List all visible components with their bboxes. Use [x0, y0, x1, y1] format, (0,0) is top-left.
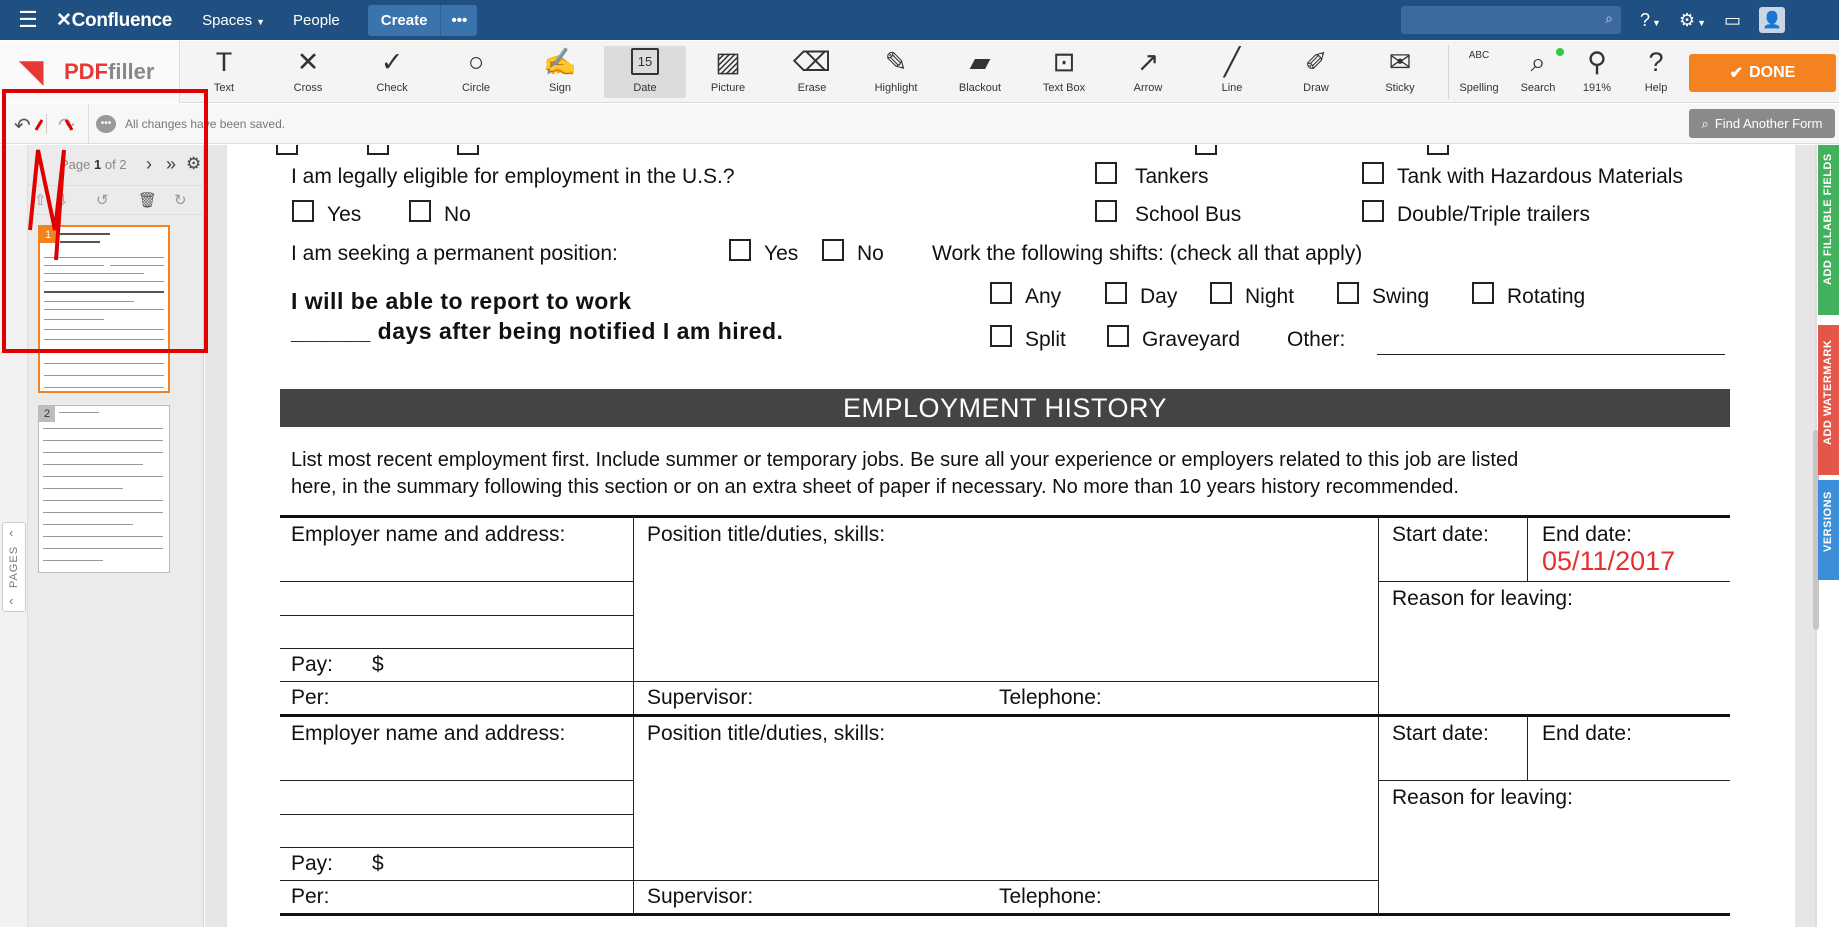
label-reason: Reason for leaving: — [1392, 786, 1573, 809]
arrow-icon: ↗ — [1136, 47, 1160, 77]
label-telephone: Telephone: — [999, 885, 1102, 908]
checkbox-permanent-yes[interactable] — [729, 239, 751, 261]
history-note: List most recent employment first. Include summer or temporary jobs. Be sure all your experience or employers related to this job are listed — [291, 449, 1519, 471]
table-divider — [1378, 716, 1379, 914]
label-supervisor: Supervisor: — [647, 885, 754, 908]
cross-icon: ✕ — [296, 47, 320, 77]
label-position: Position title/duties, skills: — [647, 523, 886, 546]
tool-zoom[interactable]: ⚲ 191% — [1562, 46, 1632, 98]
erase-icon: ⌫ — [792, 47, 832, 77]
trash-icon[interactable]: 🗑 — [138, 192, 158, 209]
page-thumbnail[interactable]: 2 — [38, 405, 170, 573]
table-border — [280, 714, 1730, 717]
employment-history-header: EMPLOYMENT HISTORY — [280, 389, 1730, 427]
nav-spaces[interactable]: Spaces ▼ — [202, 11, 266, 29]
document-viewport[interactable] — [205, 145, 1815, 927]
table-border — [280, 913, 1730, 916]
checkbox-rotating[interactable] — [1472, 282, 1494, 304]
checkbox-permanent-no[interactable] — [822, 239, 844, 261]
confluence-logo[interactable]: ✕Confluence — [56, 9, 173, 31]
tool-check[interactable]: ✓ Check — [357, 46, 427, 98]
label-per: Per: — [291, 885, 330, 908]
help-icon: ? — [1648, 47, 1664, 77]
checkbox-eligible-no[interactable] — [409, 200, 431, 222]
row-line — [280, 847, 633, 848]
add-fillable-fields-tab[interactable]: ADD FILLABLE FIELDS — [1818, 145, 1839, 315]
label-employer: Employer name and address: — [291, 722, 566, 745]
tool-blackout[interactable]: ▰ Blackout — [945, 46, 1015, 98]
row-line — [280, 780, 633, 781]
tool-sign[interactable]: ✍ Sign — [525, 46, 595, 98]
label-reason: Reason for leaving: — [1392, 587, 1573, 610]
checkbox-split[interactable] — [990, 325, 1012, 347]
pages-panel — [0, 145, 204, 927]
nav-people[interactable]: People — [293, 11, 340, 29]
checkbox-graveyard[interactable] — [1107, 325, 1129, 347]
search-icon: ⌕ — [1701, 115, 1709, 131]
table-divider — [633, 517, 634, 715]
draw-icon: ✐ — [1304, 47, 1328, 77]
label-swing: Swing — [1372, 285, 1430, 308]
tool-picture[interactable]: ▨ Picture — [693, 46, 763, 98]
tool-textbox[interactable]: ⊡ Text Box — [1029, 46, 1099, 98]
row-line — [280, 681, 1378, 682]
search-icon: ⌕ — [1530, 47, 1546, 77]
pages-tab[interactable]: ‹ PAGES ‹ — [2, 522, 26, 612]
line-icon: ╱ — [1223, 47, 1241, 77]
tool-highlight[interactable]: ✎ Highlight — [861, 46, 931, 98]
label-school-bus: School Bus — [1135, 203, 1242, 226]
end-date-value[interactable]: 05/11/2017 — [1542, 546, 1676, 576]
page-navigation — [0, 145, 204, 185]
label-end-date: End date: — [1542, 722, 1632, 745]
label-any: Any — [1025, 285, 1062, 308]
label-per: Per: — [291, 686, 330, 709]
row-line — [280, 648, 633, 649]
tool-date[interactable]: 15 Date — [604, 46, 686, 98]
label-telephone: Telephone: — [999, 686, 1102, 709]
text-icon: T — [215, 47, 233, 77]
add-watermark-tab[interactable]: ADD WATERMARK — [1818, 325, 1839, 475]
label-night: Night — [1245, 285, 1295, 308]
page-actions — [28, 185, 204, 215]
tool-search[interactable]: ⌕ Search — [1503, 46, 1573, 98]
checkbox-day[interactable] — [1105, 282, 1127, 304]
table-divider — [1527, 517, 1528, 581]
blackout-icon: ▰ — [969, 47, 991, 77]
table-divider — [1378, 517, 1379, 715]
row-line — [1378, 780, 1730, 781]
picture-icon: ▨ — [715, 47, 741, 77]
help-icon[interactable]: ? ▼ — [1640, 9, 1661, 30]
tool-spelling[interactable]: ABC Spelling — [1444, 46, 1514, 98]
tool-text[interactable]: T Text — [189, 46, 259, 98]
date-icon: 15 — [604, 46, 686, 78]
label-supervisor: Supervisor: — [647, 686, 754, 709]
label-rotating: Rotating — [1507, 285, 1586, 308]
find-another-form-button[interactable]: ⌕ Find Another Form — [1689, 109, 1835, 138]
table-divider — [1527, 716, 1528, 780]
checkbox[interactable] — [1195, 145, 1217, 155]
checkbox[interactable] — [276, 145, 298, 155]
label-pay: Pay: — [291, 852, 334, 875]
label-pay: Pay: — [291, 653, 334, 676]
label-no: No — [857, 242, 884, 265]
tool-line[interactable]: ╱ Line — [1197, 46, 1267, 98]
tool-cross[interactable]: ✕ Cross — [273, 46, 343, 98]
save-status: All changes have been saved. — [125, 117, 286, 131]
label-start-date: Start date: — [1392, 523, 1489, 546]
label-day: Day — [1140, 285, 1178, 308]
sign-icon: ✍ — [543, 47, 577, 77]
circle-icon: ○ — [467, 47, 485, 77]
move-down-icon[interactable]: ⇩ — [56, 192, 69, 209]
last-page-icon[interactable]: » — [166, 154, 177, 174]
divider — [88, 104, 89, 144]
shifts-question: Work the following shifts: (check all that apply) — [932, 242, 1363, 265]
check-icon: ✔ — [1729, 65, 1744, 82]
chevron-down-icon: ▼ — [256, 16, 266, 27]
label-start-date: Start date: — [1392, 722, 1489, 745]
next-page-icon[interactable]: › — [146, 154, 152, 174]
highlight-icon: ✎ — [884, 47, 908, 77]
page-indicator: Page 1 of 2 — [60, 157, 127, 172]
pdffiller-logo-icon: ◥ — [20, 55, 44, 88]
label-dollar: $ — [372, 852, 384, 875]
other-line — [1377, 354, 1725, 355]
tool-circle[interactable]: ○ Circle — [441, 46, 511, 98]
table-border — [280, 515, 1730, 518]
table-divider — [633, 716, 634, 914]
label-tankers: Tankers — [1135, 165, 1209, 188]
sub-toolbar — [0, 104, 1839, 144]
search-input[interactable] — [1401, 6, 1621, 34]
label-employer: Employer name and address: — [291, 523, 566, 546]
checkbox-night[interactable] — [1210, 282, 1232, 304]
tool-help[interactable]: ? Help — [1621, 46, 1691, 98]
row-line — [280, 615, 633, 616]
label-yes: Yes — [764, 242, 799, 265]
tool-sticky[interactable]: ✉ Sticky — [1365, 46, 1435, 98]
notifications-icon[interactable]: ▭ — [1724, 9, 1742, 30]
move-up-icon[interactable]: ⇧ — [34, 192, 47, 209]
gear-icon[interactable]: ⚙ — [186, 154, 202, 173]
checkbox-eligible-yes[interactable] — [292, 200, 314, 222]
label-no: No — [444, 203, 471, 226]
report-text: I will be able to report to work — [291, 288, 632, 314]
checkbox-tank-hazardous[interactable] — [1362, 162, 1384, 184]
report-text-2: ______ days after being notified I am hired. — [291, 318, 784, 344]
zoom-icon: ⚲ — [1587, 47, 1607, 77]
gear-icon[interactable]: ⚙ ▼ — [1678, 9, 1706, 30]
check-icon: ✓ — [380, 47, 404, 77]
tool-arrow[interactable]: ↗ Arrow — [1113, 46, 1183, 98]
row-line — [280, 581, 633, 582]
rotate-right-icon[interactable]: ↻ — [174, 192, 187, 209]
undo-icon[interactable]: ↶ — [14, 115, 31, 137]
chevron-down-icon: ‹ — [9, 593, 14, 608]
label-graveyard: Graveyard — [1142, 328, 1241, 351]
header-actions — [1640, 0, 1785, 40]
checkbox-double-triple[interactable] — [1362, 200, 1384, 222]
checkbox-swing[interactable] — [1337, 282, 1359, 304]
search-icon: ⌕ — [1605, 10, 1613, 26]
confluence-header — [0, 0, 1839, 40]
done-button[interactable]: ✔ DONE — [1689, 54, 1836, 92]
spelling-icon: ABC — [1468, 50, 1490, 61]
row-line — [1378, 581, 1730, 582]
label-other: Other: — [1287, 328, 1346, 351]
row-line — [280, 814, 633, 815]
pdffiller-logo: ◥ PDFfiller — [0, 41, 180, 103]
tool-erase[interactable]: ⌫ Erase — [777, 46, 847, 98]
menu-icon[interactable]: ☰ — [18, 7, 38, 32]
label-double-triple: Double/Triple trailers — [1397, 203, 1590, 226]
versions-tab[interactable]: VERSIONS — [1818, 480, 1839, 580]
chevron-up-icon: ‹ — [9, 525, 14, 540]
label-end-date: End date: — [1542, 523, 1632, 546]
pdf-toolbar — [0, 41, 1839, 103]
page-thumbnail[interactable]: 1 — [38, 225, 170, 393]
redo-icon[interactable]: ↷ — [58, 115, 75, 137]
textbox-icon: ⊡ — [1052, 47, 1076, 77]
comment-icon: ••• — [96, 115, 116, 133]
more-button[interactable]: ••• — [440, 5, 477, 36]
document-page — [227, 145, 1795, 927]
divider — [46, 114, 47, 134]
pages-strip — [0, 145, 28, 927]
permanent-question: I am seeking a permanent position: — [291, 242, 618, 265]
avatar[interactable]: 👤 — [1759, 7, 1785, 33]
label-tank-hazardous: Tank with Hazardous Materials — [1397, 165, 1683, 188]
eligible-question: I am legally eligible for employment in the U.S.? — [291, 165, 735, 188]
checkbox-any[interactable] — [990, 282, 1012, 304]
checkbox-school-bus[interactable] — [1095, 200, 1117, 222]
checkbox[interactable] — [457, 145, 479, 155]
sticky-icon: ✉ — [1388, 47, 1412, 77]
create-button[interactable]: Create — [368, 5, 441, 36]
tool-draw[interactable]: ✐ Draw — [1281, 46, 1351, 98]
label-yes: Yes — [327, 203, 362, 226]
checkbox[interactable] — [367, 145, 389, 155]
label-dollar: $ — [372, 653, 384, 676]
checkbox-tankers[interactable] — [1095, 162, 1117, 184]
row-line — [280, 880, 1378, 881]
rotate-left-icon[interactable]: ↺ — [96, 192, 109, 209]
checkbox[interactable] — [1427, 145, 1449, 155]
label-split: Split — [1025, 328, 1066, 351]
history-note-2: here, in the summary following this section or on an extra sheet of paper if necessary. No more than 10 years history recommended. — [291, 476, 1459, 498]
label-position: Position title/duties, skills: — [647, 722, 886, 745]
